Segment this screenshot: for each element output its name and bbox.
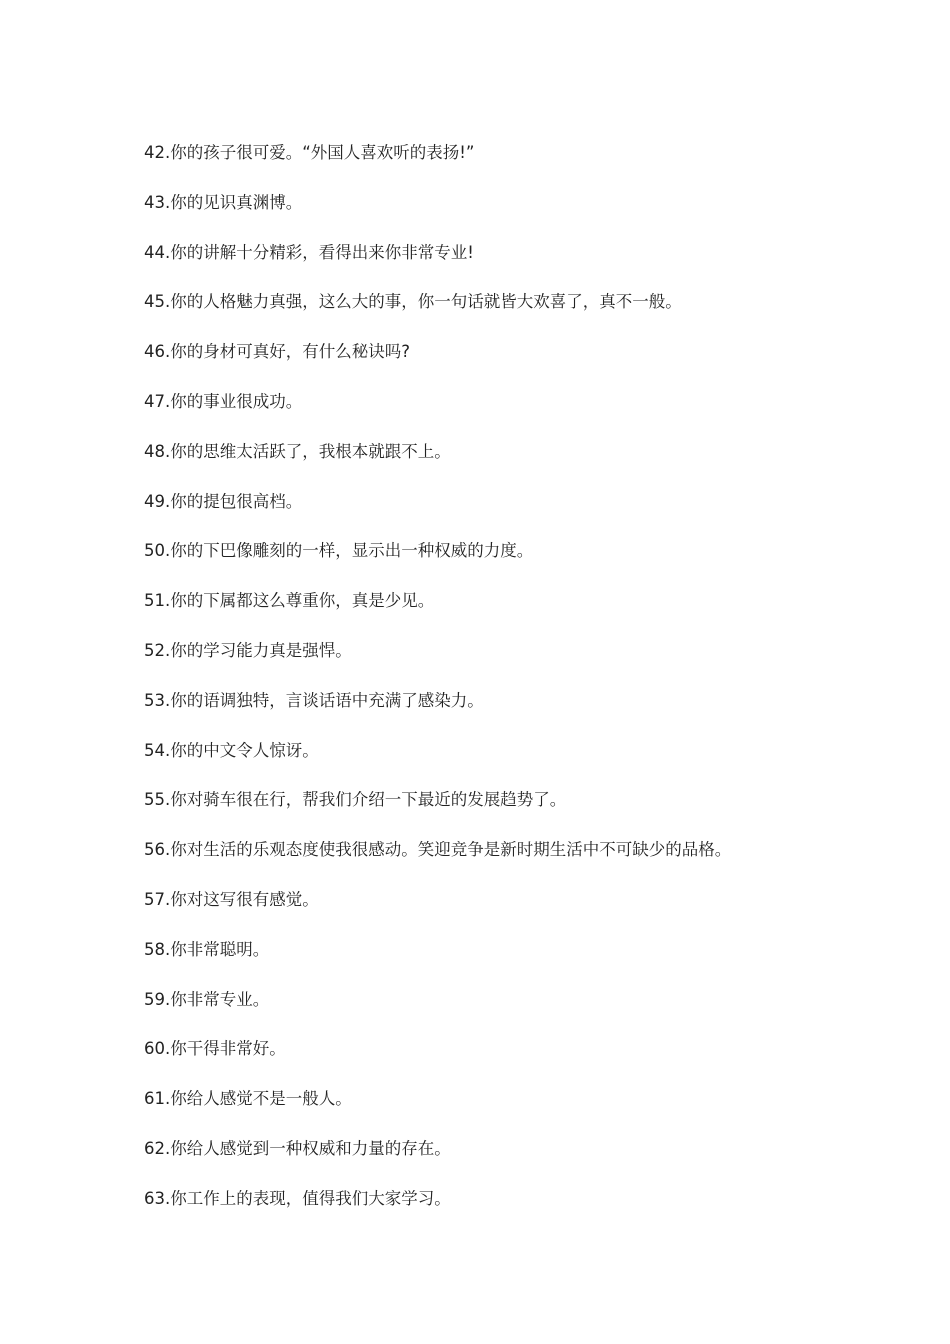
text-line-48: 48.你的思维太活跃了，我根本就跟不上。 — [144, 441, 451, 461]
text-line-54: 54.你的中文令人惊讶。 — [144, 740, 319, 760]
text-line-61: 61.你给人感觉不是一般人。 — [144, 1089, 352, 1109]
text-line-49: 49.你的提包很高档。 — [144, 491, 303, 511]
text-line-53: 53.你的语调独特，言谈话语中充满了感染力。 — [144, 690, 484, 710]
text-line-62: 62.你给人感觉到一种权威和力量的存在。 — [144, 1138, 451, 1158]
text-line-52: 52.你的学习能力真是强悍。 — [144, 640, 352, 660]
text-line-58: 58.你非常聪明。 — [144, 939, 270, 959]
text-line-63: 63.你工作上的表现，值得我们大家学习。 — [144, 1188, 451, 1208]
text-line-55: 55.你对骑车很在行，帮我们介绍一下最近的发展趋势了。 — [144, 790, 567, 810]
text-line-45: 45.你的人格魅力真强，这么大的事，你一句话就皆大欢喜了，真不一般。 — [144, 292, 682, 312]
text-line-43: 43.你的见识真渊博。 — [144, 192, 303, 212]
text-line-56: 56.你对生活的乐观态度使我很感动。笑迎竞争是新时期生活中不可缺少的品格。 — [144, 840, 732, 860]
text-line-42: 42.你的孩子很可爱。“外国人喜欢听的表扬!” — [144, 143, 475, 162]
text-line-44: 44.你的讲解十分精彩，看得出来你非常专业! — [144, 242, 474, 262]
text-line-60: 60.你干得非常好。 — [144, 1039, 286, 1059]
text-line-50: 50.你的下巴像雕刻的一样，显示出一种权威的力度。 — [144, 541, 534, 561]
text-line-59: 59.你非常专业。 — [144, 989, 270, 1009]
text-line-57: 57.你对这写很有感觉。 — [144, 889, 319, 909]
text-lines — [144, 141, 904, 1237]
text-line-51: 51.你的下属都这么尊重你，真是少见。 — [144, 591, 435, 611]
text-line-46: 46.你的身材可真好，有什么秘诀吗? — [144, 342, 410, 362]
text-line-47: 47.你的事业很成功。 — [144, 391, 303, 411]
